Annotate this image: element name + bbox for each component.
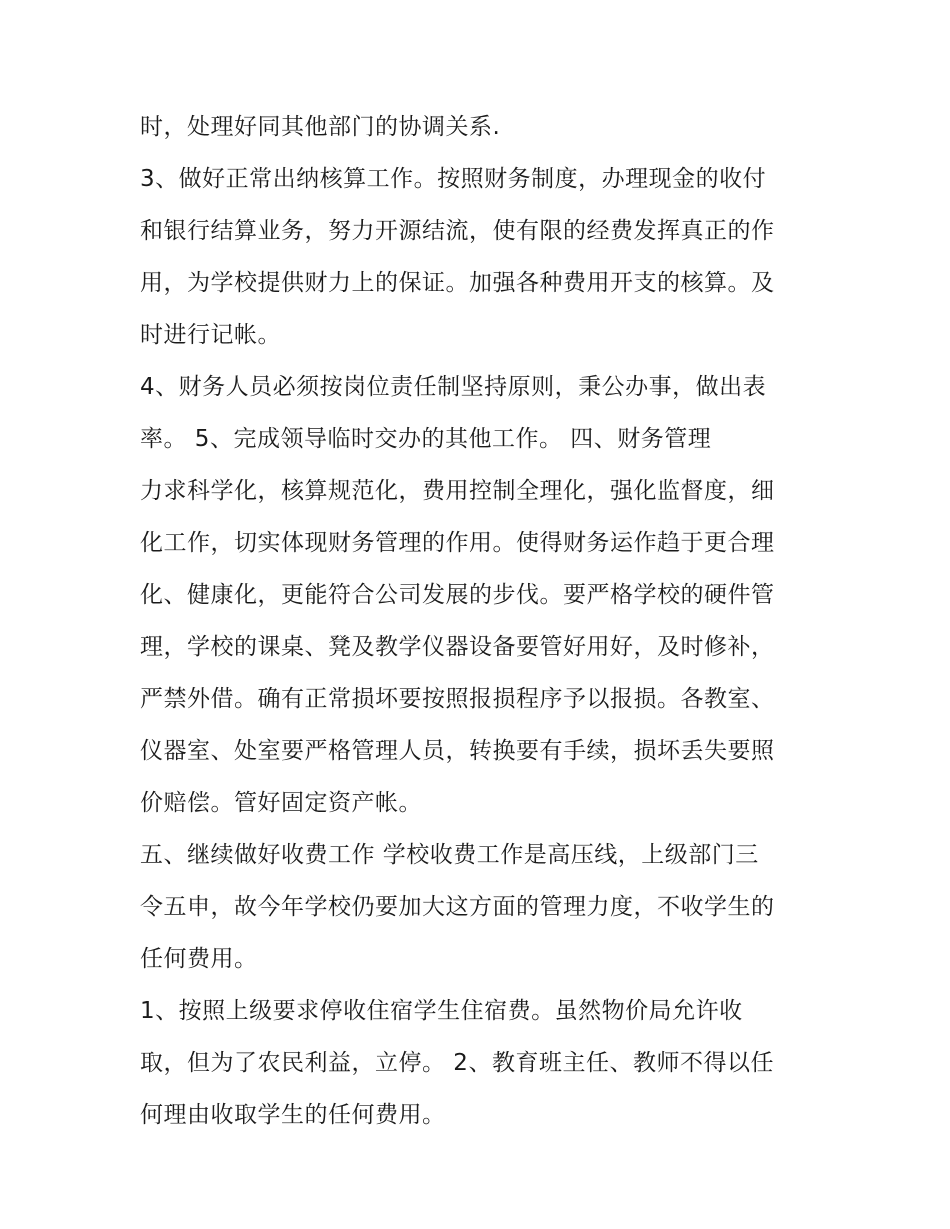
document-body xyxy=(140,101,820,1141)
text-line: 令五申，故今年学校仍要加大这方面的管理力度，不收学生的 xyxy=(140,894,775,920)
text-line: 4、财务人员必须按岗位责任制坚持原则，秉公办事，做出表 xyxy=(140,374,767,400)
text-line: 3、做好正常出纳核算工作。按照财务制度，办理现金的收付 xyxy=(140,166,767,192)
text-line: 时进行记帐。 xyxy=(140,322,281,348)
text-line: 时，处理好同其他部门的协调关系. xyxy=(140,114,501,140)
text-line: 取，但为了农民利益，立停。 2、教育班主任、教师不得以任 xyxy=(140,1050,774,1076)
text-line: 用，为学校提供财力上的保证。加强各种费用开支的核算。及 xyxy=(140,270,775,296)
text-line: 和银行结算业务，努力开源结流，使有限的经费发挥真正的作 xyxy=(140,218,775,244)
text-line: 仪器室、处室要严格管理人员，转换要有手续，损坏丢失要照 xyxy=(140,738,775,764)
text-line: 化、健康化，更能符合公司发展的步伐。要严格学校的硬件管 xyxy=(140,582,775,608)
text-line: 任何费用。 xyxy=(140,946,258,972)
text-line: 理，学校的课桌、凳及教学仪器设备要管好用好，及时修补， xyxy=(140,634,775,660)
text-line: 化工作，切实体现财务管理的作用。使得财务运作趋于更合理 xyxy=(140,530,775,556)
text-line: 力求科学化，核算规范化，费用控制全理化，强化监督度，细 xyxy=(140,478,775,504)
text-line: 五、继续做好收费工作 学校收费工作是高压线，上级部门三 xyxy=(140,842,759,868)
text-line: 何理由收取学生的任何费用。 xyxy=(140,1102,446,1128)
text-line: 1、按照上级要求停收住宿学生住宿费。虽然物价局允许收 xyxy=(140,998,743,1024)
text-line: 率。 5、完成领导临时交办的其他工作。 四、财务管理 xyxy=(140,426,712,452)
text-line: 严禁外借。确有正常损坏要按照报损程序予以报损。各教室、 xyxy=(140,686,775,712)
text-line: 价赔偿。管好固定资产帐。 xyxy=(140,790,422,816)
